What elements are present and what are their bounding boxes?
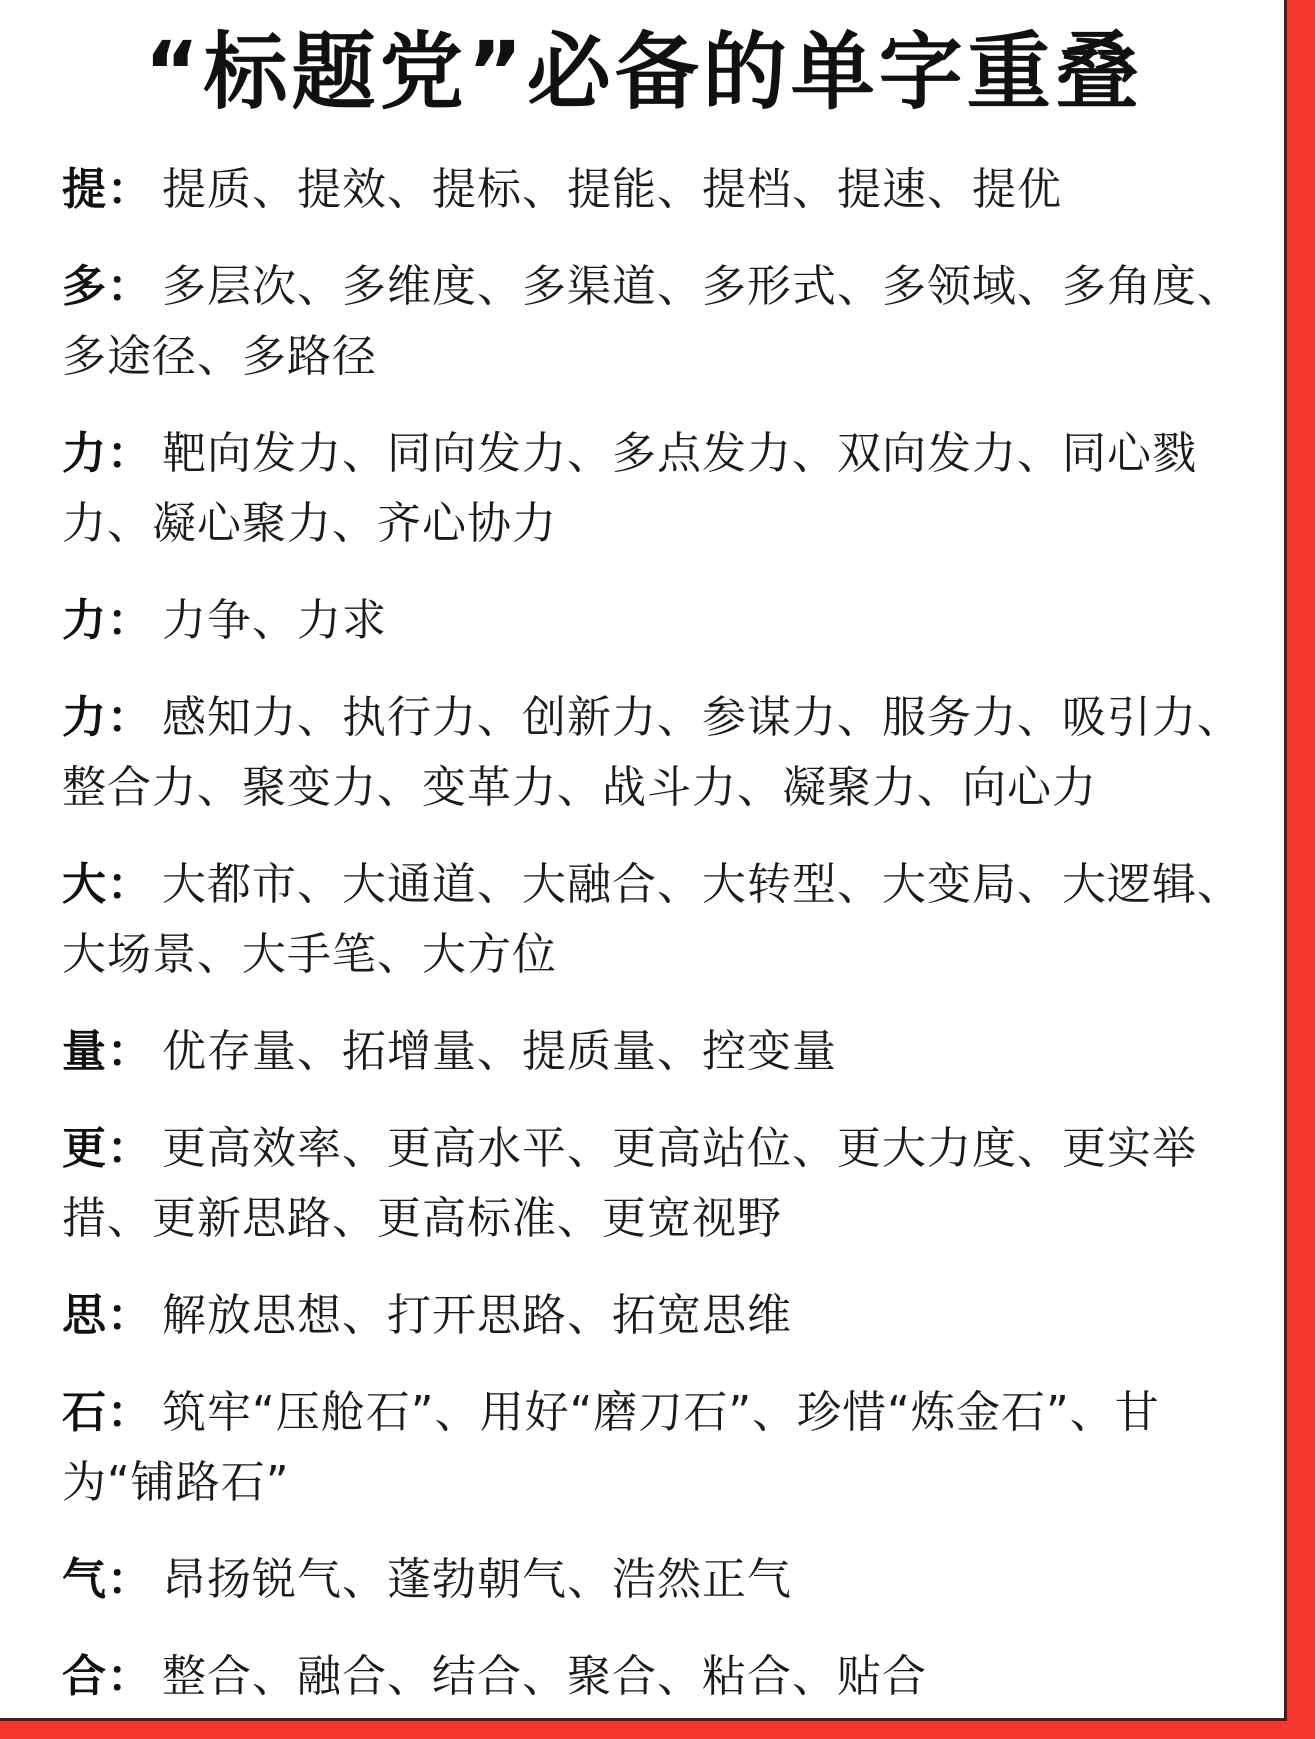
- entry-text: 大都市、大通道、大融合、大转型、大变局、大逻辑、大场景、大手笔、大方位: [62, 859, 1242, 980]
- entry-text: 提质、提效、提标、提能、提档、提速、提优: [162, 164, 1062, 215]
- entry-colon: ：: [107, 1387, 152, 1438]
- entry-colon: ：: [107, 859, 152, 910]
- entry-liang: [62, 1017, 1242, 1087]
- entry-li-2: [62, 586, 1242, 656]
- page-title: “标题党”必备的单字重叠: [144, 23, 1143, 121]
- entry-key: 量: [62, 1026, 107, 1077]
- entry-text: 优存量、拓增量、提质量、控变量: [162, 1026, 837, 1077]
- entry-key: 石: [62, 1387, 107, 1438]
- entry-key: 思: [62, 1290, 107, 1341]
- entry-key: 大: [62, 859, 107, 910]
- entry-text: 整合、融合、结合、聚合、粘合、贴合: [162, 1651, 927, 1702]
- entry-colon: ：: [107, 1651, 152, 1702]
- entry-colon: ：: [107, 692, 152, 743]
- entry-colon: ：: [107, 1554, 152, 1605]
- entry-li-1: [62, 419, 1242, 559]
- entry-da: [62, 850, 1242, 990]
- entry-key: 更: [62, 1123, 107, 1174]
- entry-colon: ：: [107, 1123, 152, 1174]
- entry-key: 多: [62, 261, 107, 312]
- entry-key: 合: [62, 1651, 107, 1702]
- entry-key: 力: [62, 692, 107, 743]
- entry-colon: ：: [107, 164, 152, 215]
- entry-ti: [62, 155, 1242, 225]
- entry-text: 解放思想、打开思路、拓宽思维: [162, 1290, 792, 1341]
- entry-colon: ：: [107, 595, 152, 646]
- entry-duo: [62, 252, 1242, 392]
- entry-si: [62, 1281, 1242, 1351]
- entry-geng: [62, 1114, 1242, 1254]
- entry-colon: ：: [107, 1290, 152, 1341]
- entry-key: 力: [62, 428, 107, 479]
- entry-qi: [62, 1545, 1242, 1615]
- entry-text: 感知力、执行力、创新力、参谋力、服务力、吸引力、整合力、聚变力、变革力、战斗力、凝聚力、向心力: [62, 692, 1242, 813]
- entry-text: 更高效率、更高水平、更高站位、更大力度、更实举措、更新思路、更高标准、更宽视野: [62, 1123, 1197, 1244]
- entry-key: 力: [62, 595, 107, 646]
- entry-colon: ：: [107, 428, 152, 479]
- entry-key: 气: [62, 1554, 107, 1605]
- entry-text: 多层次、多维度、多渠道、多形式、多领域、多角度、多途径、多路径: [62, 261, 1242, 382]
- entry-text: 筑牢“压舱石”、用好“磨刀石”、珍惜“炼金石”、甘为“铺路石”: [62, 1387, 1160, 1508]
- entry-colon: ：: [107, 261, 152, 312]
- entry-text: 昂扬锐气、蓬勃朝气、浩然正气: [162, 1554, 792, 1605]
- entry-he: [62, 1642, 1242, 1712]
- entry-colon: ：: [107, 1026, 152, 1077]
- entry-text: 靶向发力、同向发力、多点发力、双向发力、同心戮力、凝心聚力、齐心协力: [62, 428, 1197, 549]
- entry-key: 提: [62, 164, 107, 215]
- entry-li-3: [62, 683, 1242, 823]
- entry-shi: [62, 1378, 1242, 1518]
- entry-list: [62, 155, 1242, 1721]
- entry-text: 力争、力求: [162, 595, 387, 646]
